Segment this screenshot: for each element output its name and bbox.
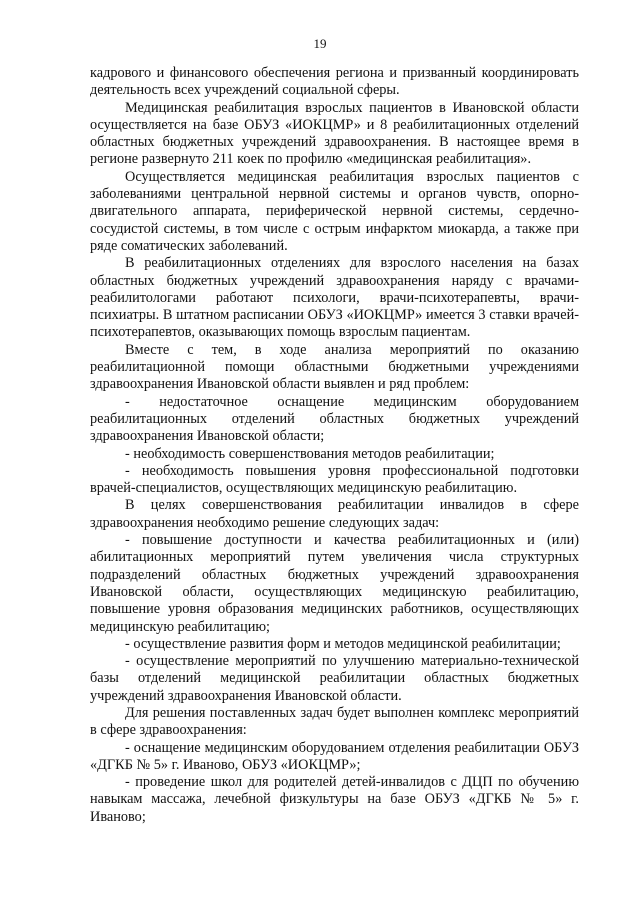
list-item: - недостаточное оснащение медицинским оборудованием реабилитационных отделений областных бюджетных учреждений здравоохранения Ивановской области; [90, 393, 579, 445]
paragraph: В реабилитационных отделениях для взрослого населения на базах областных бюджетных учреждений здравоохранения наряду с врачами-реабилитологами работают психологи, врачи-психотерапевты, врачи-психиатры. В штатном расписании ОБУЗ «ИОКЦМР» имеется 3 ставки врачей-психотерапевтов, оказывающих помощь взрослым пациентам. [90, 255, 579, 341]
list-item: - повышение доступности и качества реабилитационных и (или) абилитационных мероприятий путем увеличения числа структурных подразделений областных бюджетных учреждений здравоохранения Ивановской области, осуществляющих медицинскую реабилитацию, повышение уровня образования медицинских работников, осуществляющих медицинскую реабилитацию; [90, 532, 579, 635]
list-item: - проведение школ для родителей детей-инвалидов с ДЦП по обучению навыкам массажа, лечебной физкультуры на базе ОБУЗ «ДГКБ № 5» г. Иваново; [90, 774, 579, 825]
paragraph: В целях совершенствования реабилитации инвалидов в сфере здравоохранения необходимо решение следующих задач: [90, 497, 579, 531]
document-body [90, 65, 579, 826]
paragraph: Осуществляется медицинская реабилитация взрослых пациентов с заболеваниями центральной нервной системы и органов чувств, опорно-двигательного аппарата, периферической нервной системы, сердечно-сосудистой системы, в том числе с острым инфарктом миокарда, а также при ряде соматических заболеваний. [90, 168, 579, 254]
paragraph: Вместе с тем, в ходе анализа мероприятий по оказанию реабилитационной помощи областными бюджетными учреждениями здравоохранения Ивановской области выявлен и ряд проблем: [90, 341, 579, 393]
paragraph: кадрового и финансового обеспечения региона и призванный координировать деятельность всех учреждений социальной сферы. [90, 65, 579, 99]
list-item: - осуществление развития форм и методов медицинской реабилитации; [125, 635, 561, 652]
list-item: - оснащение медицинским оборудованием отделения реабилитации ОБУЗ «ДГКБ № 5» г. Иваново, ОБУЗ «ИОКЦМР»; [90, 739, 579, 773]
page-number: 19 [313, 36, 327, 51]
list-item: - необходимость совершенствования методов реабилитации; [125, 445, 495, 462]
list-item: - необходимость повышения уровня профессиональной подготовки врачей-специалистов, осуществляющих медицинскую реабилитацию. [90, 462, 579, 497]
paragraph: Медицинская реабилитация взрослых пациентов в Ивановской области осуществляется на базе ОБУЗ «ИОКЦМР» и 8 реабилитационных отделений областных бюджетных учреждений здравоохранения. В настоящее время в регионе развернуто 211 коек по профилю «медицинская реабилитация». [90, 99, 579, 168]
list-item: - осуществление мероприятий по улучшению материально-технической базы отделений медицинской реабилитации областных бюджетных учреждений здравоохранения Ивановской области. [90, 653, 579, 704]
paragraph: Для решения поставленных задач будет выполнен комплекс мероприятий в сфере здравоохранения: [90, 704, 579, 739]
